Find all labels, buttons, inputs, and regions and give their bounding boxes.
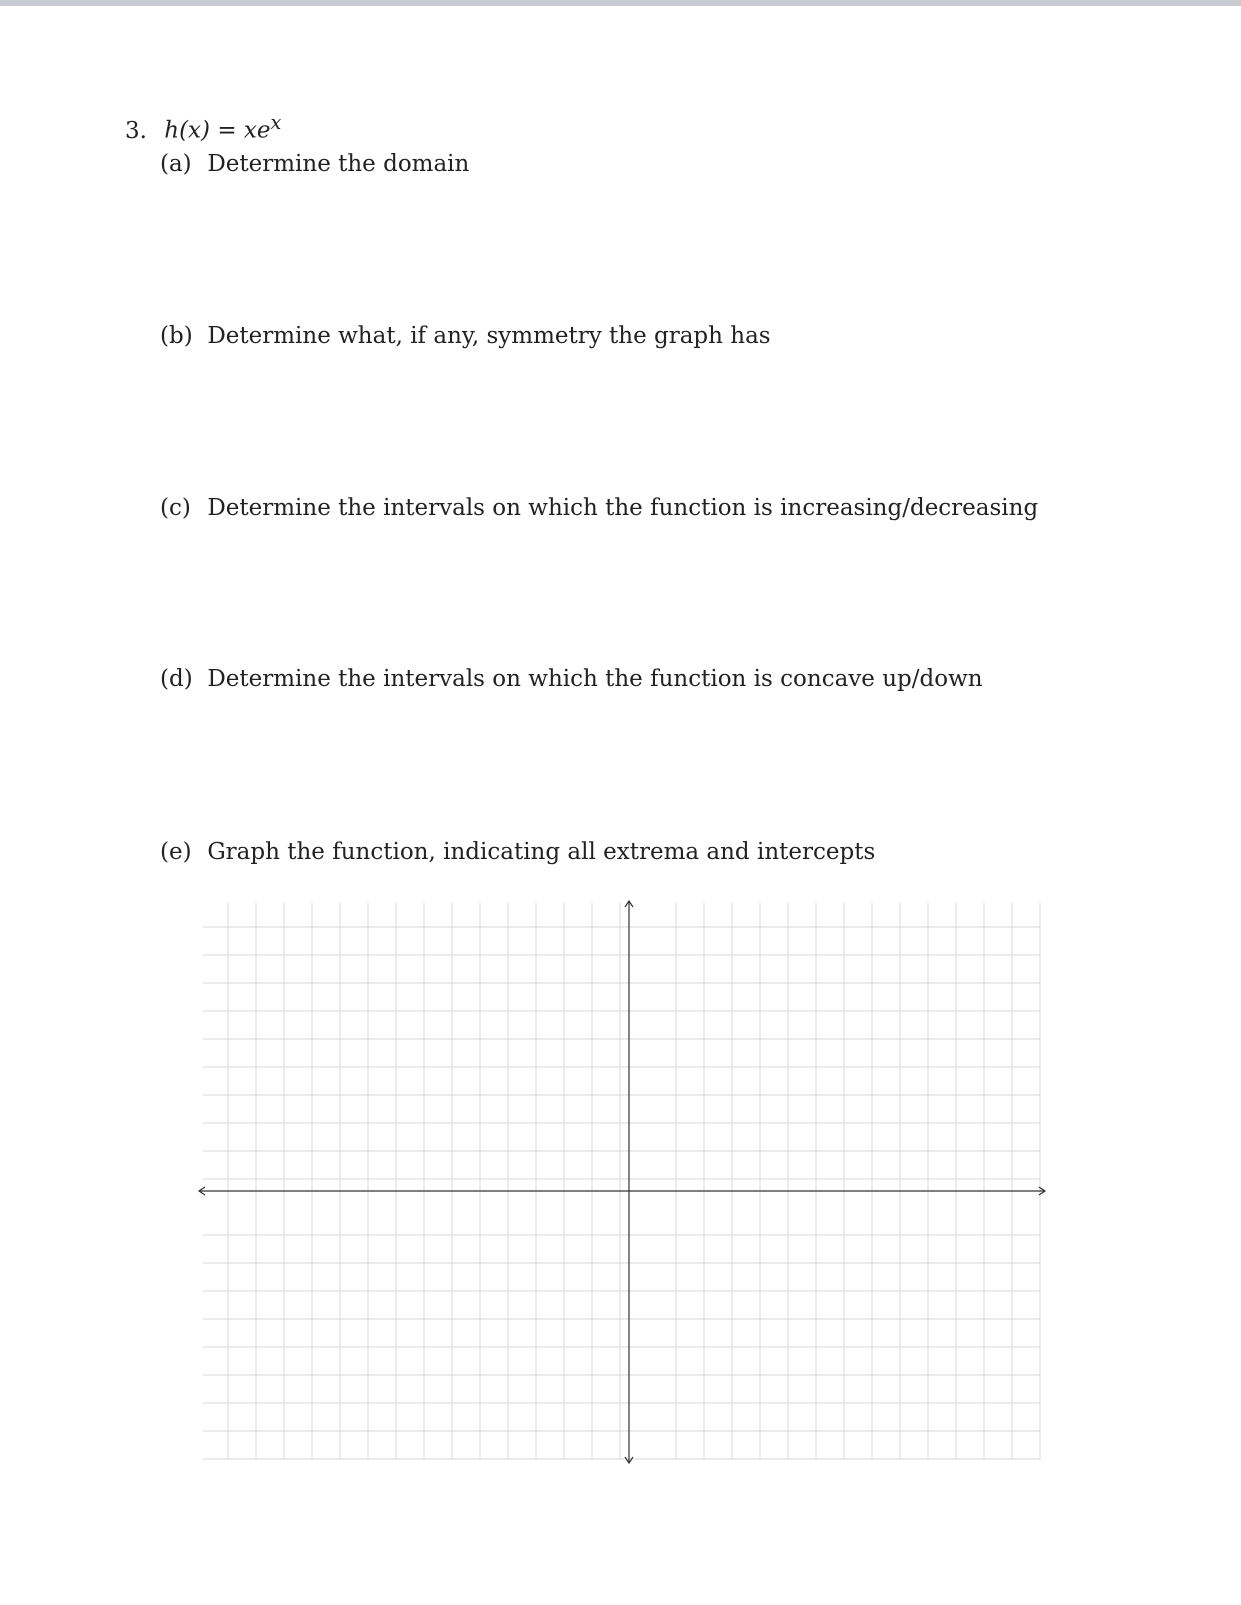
- function-exponent: x: [270, 111, 282, 134]
- part-c-label: (c): [160, 495, 191, 521]
- part-e-text: Graph the function, indicating all extrema and intercepts: [207, 839, 876, 865]
- graph-area[interactable]: [195, 895, 1050, 1470]
- part-a-label: (a): [160, 151, 192, 177]
- part-e: [160, 837, 875, 867]
- function-base: xe: [243, 117, 271, 144]
- part-d: [160, 664, 983, 694]
- part-d-label: (d): [160, 666, 193, 692]
- problem-number: 3.: [125, 117, 147, 144]
- part-a-text: Determine the domain: [207, 151, 470, 177]
- equals-sign: =: [217, 117, 237, 144]
- part-b-text: Determine what, if any, symmetry the graph has: [207, 323, 771, 349]
- top-bar: [0, 0, 1241, 6]
- part-b: [160, 321, 771, 351]
- coordinate-grid[interactable]: [195, 895, 1050, 1470]
- problem-header: [125, 108, 281, 146]
- part-c-text: Determine the intervals on which the function is increasing/decreasing: [207, 495, 1039, 521]
- part-e-label: (e): [160, 839, 192, 865]
- part-b-label: (b): [160, 323, 193, 349]
- part-c: [160, 493, 1038, 523]
- function-name: h(x): [164, 117, 210, 144]
- part-d-text: Determine the intervals on which the function is concave up/down: [207, 666, 983, 692]
- part-a: [160, 149, 469, 179]
